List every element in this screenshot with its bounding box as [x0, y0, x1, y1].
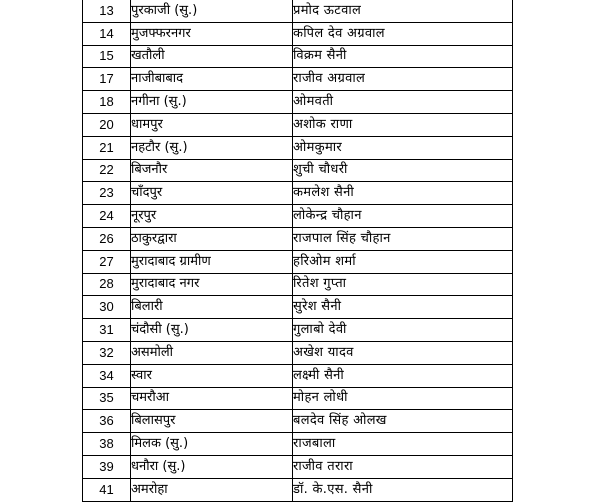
candidate-name-cell: डॉ. के.एस. सैनी [293, 478, 513, 501]
constituency-name-cell: स्वार [131, 364, 293, 387]
table-row [83, 0, 513, 22]
constituency-name-cell: चंदौसी (सु.) [131, 319, 293, 342]
constituency-name-cell: नगीना (सु.) [131, 91, 293, 114]
constituency-number-cell: 14 [83, 22, 131, 45]
table-row [83, 250, 513, 273]
table-row [83, 455, 513, 478]
candidate-name-cell: कमलेश सैनी [293, 182, 513, 205]
constituency-number-cell: 27 [83, 250, 131, 273]
candidate-name-cell: गुलाबो देवी [293, 319, 513, 342]
constituency-number-cell: 20 [83, 113, 131, 136]
constituency-name-cell: नहटौर (सु.) [131, 136, 293, 159]
table-row [83, 227, 513, 250]
constituency-name-cell: नूरपुर [131, 205, 293, 228]
constituency-number-cell: 26 [83, 227, 131, 250]
table-row [83, 364, 513, 387]
constituency-number-cell: 39 [83, 455, 131, 478]
constituency-number-cell: 21 [83, 136, 131, 159]
constituency-name-cell: बिलारी [131, 296, 293, 319]
table-row [83, 273, 513, 296]
constituency-number-cell: 38 [83, 433, 131, 456]
constituency-name-cell: खतौली [131, 45, 293, 68]
candidate-name-cell: विक्रम सैनी [293, 45, 513, 68]
candidate-name-cell: राजीव अग्रवाल [293, 68, 513, 91]
candidate-name-cell: अखेश यादव [293, 341, 513, 364]
constituency-number-cell: 13 [83, 0, 131, 22]
constituency-name-cell: धनौरा (सु.) [131, 455, 293, 478]
candidate-table-body [83, 0, 513, 501]
candidate-name-cell: बलदेव सिंह ओलख [293, 410, 513, 433]
candidate-name-cell: हरिओम शर्मा [293, 250, 513, 273]
constituency-name-cell: नाजीबाबाद [131, 68, 293, 91]
constituency-name-cell: बिलासपुर [131, 410, 293, 433]
candidate-name-cell: राजबाला [293, 433, 513, 456]
table-row [83, 68, 513, 91]
constituency-name-cell: चमरौआ [131, 387, 293, 410]
table-row [83, 387, 513, 410]
table-row [83, 182, 513, 205]
table-row [83, 91, 513, 114]
constituency-name-cell: मुरादाबाद ग्रामीण [131, 250, 293, 273]
constituency-name-cell: बिजनौर [131, 159, 293, 182]
table-row [83, 22, 513, 45]
constituency-name-cell: मुजफ्फरनगर [131, 22, 293, 45]
constituency-name-cell: मुरादाबाद नगर [131, 273, 293, 296]
constituency-name-cell: ठाकुरद्वारा [131, 227, 293, 250]
candidate-table [82, 0, 513, 502]
constituency-name-cell: चाँदपुर [131, 182, 293, 205]
candidate-name-cell: प्रमोद ऊटवाल [293, 0, 513, 22]
constituency-name-cell: मिलक (सु.) [131, 433, 293, 456]
candidate-name-cell: अशोक राणा [293, 113, 513, 136]
table-row [83, 205, 513, 228]
candidate-name-cell: लोकेन्द्र चौहान [293, 205, 513, 228]
candidate-name-cell: ओमकुमार [293, 136, 513, 159]
candidate-name-cell: लक्ष्मी सैनी [293, 364, 513, 387]
table-row [83, 296, 513, 319]
constituency-number-cell: 41 [83, 478, 131, 501]
candidate-name-cell: रितेश गुप्ता [293, 273, 513, 296]
table-row [83, 319, 513, 342]
constituency-number-cell: 28 [83, 273, 131, 296]
table-row [83, 341, 513, 364]
table-row [83, 410, 513, 433]
constituency-name-cell: असमोली [131, 341, 293, 364]
candidate-name-cell: कपिल देव अग्रवाल [293, 22, 513, 45]
table-row [83, 136, 513, 159]
constituency-number-cell: 34 [83, 364, 131, 387]
constituency-number-cell: 31 [83, 319, 131, 342]
candidate-list-document [82, 0, 512, 502]
table-row [83, 478, 513, 501]
candidate-name-cell: शुची चौधरी [293, 159, 513, 182]
candidate-name-cell: मोहन लोधी [293, 387, 513, 410]
constituency-number-cell: 35 [83, 387, 131, 410]
table-row [83, 433, 513, 456]
constituency-number-cell: 15 [83, 45, 131, 68]
constituency-number-cell: 36 [83, 410, 131, 433]
table-row [83, 45, 513, 68]
table-row [83, 159, 513, 182]
constituency-number-cell: 18 [83, 91, 131, 114]
constituency-name-cell: अमरोहा [131, 478, 293, 501]
constituency-number-cell: 32 [83, 341, 131, 364]
constituency-name-cell: पुरकाजी (सु.) [131, 0, 293, 22]
candidate-name-cell: ओमवती [293, 91, 513, 114]
constituency-number-cell: 22 [83, 159, 131, 182]
constituency-number-cell: 30 [83, 296, 131, 319]
candidate-name-cell: राजपाल सिंह चौहान [293, 227, 513, 250]
candidate-name-cell: सुरेश सैनी [293, 296, 513, 319]
constituency-name-cell: धामपुर [131, 113, 293, 136]
table-row [83, 113, 513, 136]
candidate-name-cell: राजीव तरारा [293, 455, 513, 478]
constituency-number-cell: 23 [83, 182, 131, 205]
constituency-number-cell: 17 [83, 68, 131, 91]
constituency-number-cell: 24 [83, 205, 131, 228]
